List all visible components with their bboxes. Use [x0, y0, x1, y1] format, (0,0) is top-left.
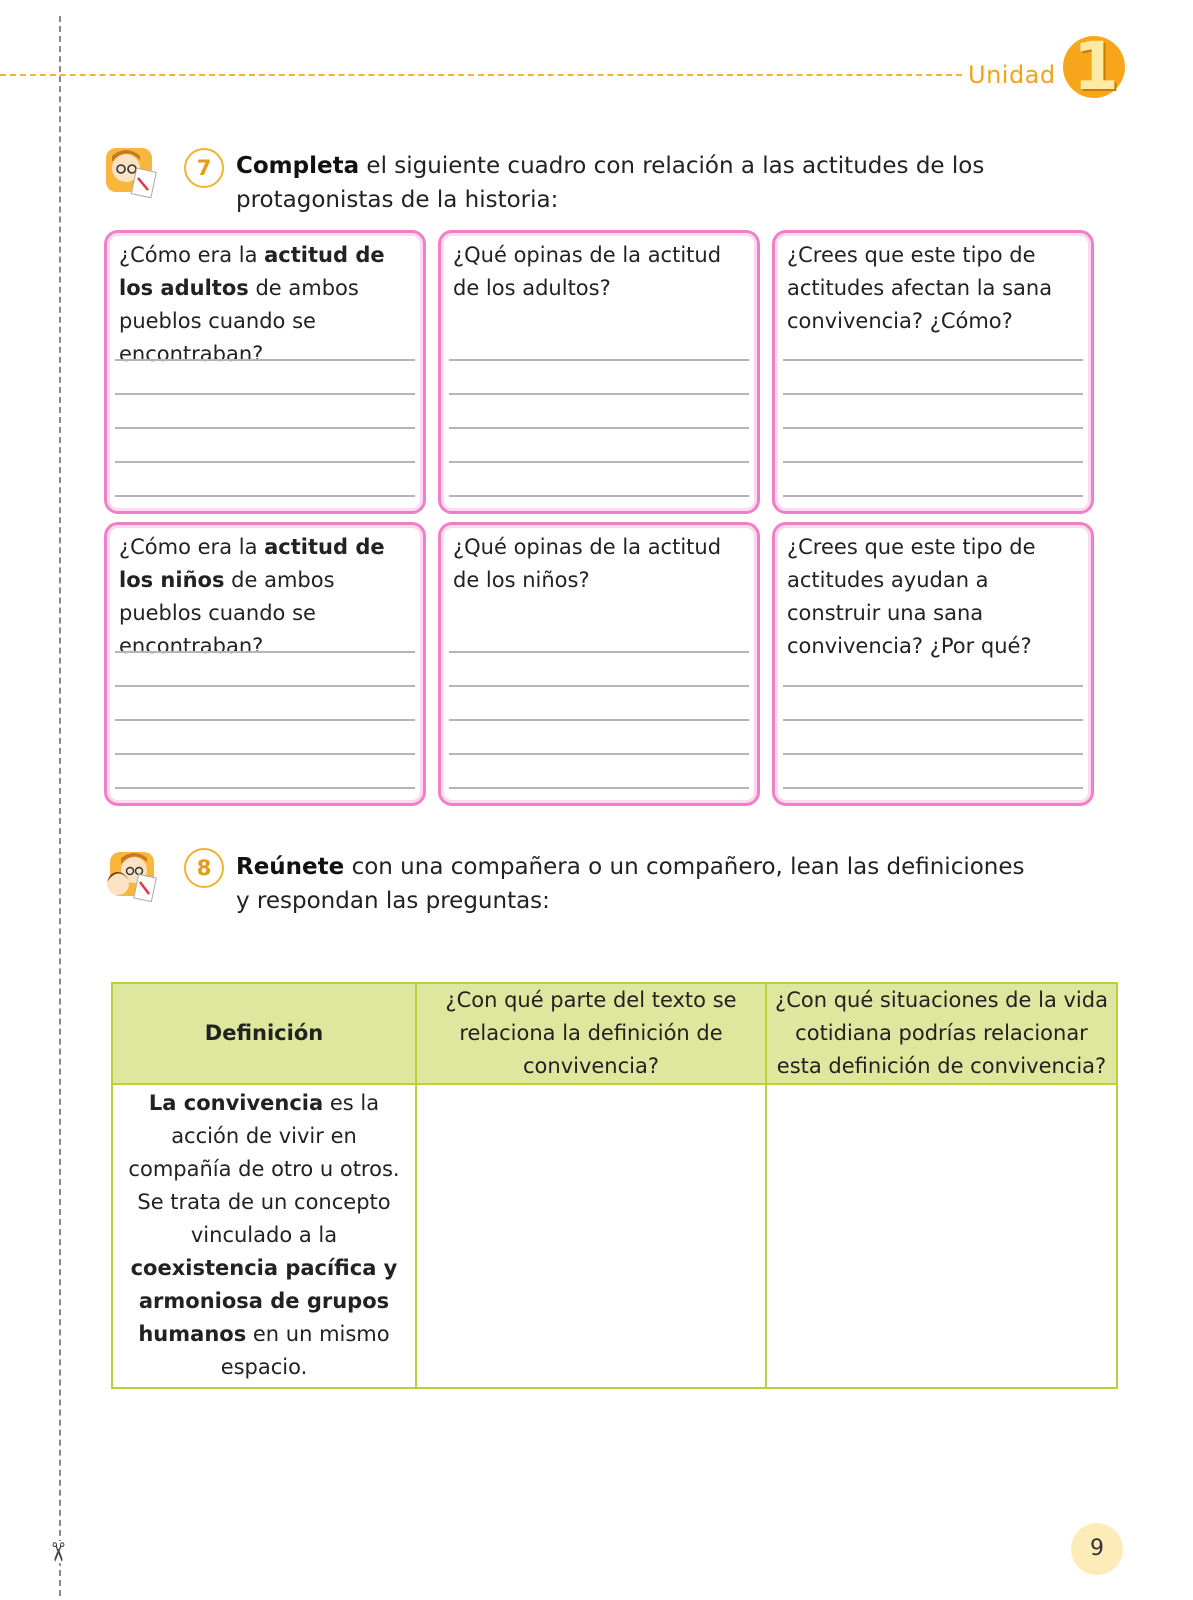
answer-line[interactable]	[115, 461, 415, 463]
answer-line[interactable]	[115, 787, 415, 789]
answer-line[interactable]	[449, 393, 749, 395]
page-number: 9	[1071, 1523, 1123, 1575]
answer-line[interactable]	[783, 495, 1083, 497]
box-question	[119, 239, 413, 371]
answer-line[interactable]	[449, 651, 749, 653]
unit-label: Unidad	[968, 61, 1056, 89]
table-header-row	[112, 983, 1117, 1084]
answer-line[interactable]	[783, 685, 1083, 687]
activity-number-7: 7	[184, 148, 224, 188]
answer-line[interactable]	[115, 359, 415, 361]
header-dashed-line	[0, 74, 962, 76]
answer-line[interactable]	[115, 719, 415, 721]
header-text-relation: ¿Con qué parte del texto se relaciona la definición de convivencia?	[416, 983, 766, 1084]
answer-cell-text-relation[interactable]	[416, 1084, 766, 1388]
answer-line[interactable]	[449, 787, 749, 789]
definition-text: es la acción de vivir en compañía de otro u otros. Se trata de un concepto vinculado a la	[128, 1091, 400, 1247]
answer-line[interactable]	[115, 753, 415, 755]
question-bold: actitud de los niños	[119, 535, 385, 592]
answer-line[interactable]	[115, 495, 415, 497]
box-question: ¿Crees que este tipo de actitudes afectan la sana convivencia? ¿Cómo?	[787, 243, 1053, 333]
definition-cell	[112, 1084, 416, 1388]
question-text: ¿Cómo era la	[119, 243, 265, 267]
activity-8-text: con una compañera o un compañero, lean las definiciones y respondan las preguntas:	[236, 854, 1025, 914]
activity-7-verb: Completa	[236, 153, 360, 179]
answer-line[interactable]	[783, 719, 1083, 721]
answer-line[interactable]	[115, 393, 415, 395]
box-question	[119, 531, 413, 663]
box-question: ¿Qué opinas de la actitud de los niños?	[453, 535, 722, 592]
answer-line[interactable]	[783, 427, 1083, 429]
answer-line[interactable]	[783, 359, 1083, 361]
question-bold: actitud de los adultos	[119, 243, 385, 300]
box-question: ¿Crees que este tipo de actitudes ayudan a construir una sana convivencia? ¿Por qué?	[787, 535, 1036, 658]
answer-line[interactable]	[783, 753, 1083, 755]
definition-highlight: coexistencia pacífica y armoniosa de grupos humanos	[130, 1256, 398, 1346]
answer-box-adults-opinion	[438, 230, 760, 514]
cut-line	[59, 16, 61, 1596]
answer-line[interactable]	[783, 393, 1083, 395]
definition-table	[111, 982, 1118, 1389]
student-reading-icon	[104, 144, 158, 198]
definition-term: La convivencia	[148, 1091, 324, 1115]
answer-box-children-opinion	[438, 522, 760, 806]
answer-line[interactable]	[115, 685, 415, 687]
question-text: de ambos pueblos cuando se encontraban?	[119, 568, 335, 658]
activity-7-text: el siguiente cuadro con relación a las actitudes de los protagonistas de la historia:	[236, 153, 985, 213]
answer-line[interactable]	[115, 651, 415, 653]
answer-line[interactable]	[449, 719, 749, 721]
activity-number-8: 8	[184, 848, 224, 888]
question-text: de ambos pueblos cuando se encontraban?	[119, 276, 359, 366]
activity-7-instruction	[236, 149, 1106, 217]
activity-8-instruction	[236, 850, 1036, 918]
table-row	[112, 1084, 1117, 1388]
answer-line[interactable]	[783, 787, 1083, 789]
unit-number: 1	[1073, 28, 1119, 105]
answer-line[interactable]	[449, 461, 749, 463]
answer-box-children-attitude	[104, 522, 426, 806]
answer-line[interactable]	[449, 685, 749, 687]
answer-line[interactable]	[449, 753, 749, 755]
header-definition: Definición	[112, 983, 416, 1084]
answer-box-build-coexistence	[772, 522, 1094, 806]
header-daily-situations: ¿Con qué situaciones de la vida cotidiana podrías relacionar esta definición de convivencia?	[766, 983, 1117, 1084]
question-text: ¿Cómo era la	[119, 535, 265, 559]
answer-box-affect-coexistence	[772, 230, 1094, 514]
definition-text: en un mismo espacio.	[220, 1322, 390, 1379]
pair-work-icon	[104, 848, 158, 902]
answer-line[interactable]	[449, 359, 749, 361]
answer-line[interactable]	[115, 427, 415, 429]
scissors-icon: ✂	[41, 1541, 72, 1563]
box-question: ¿Qué opinas de la actitud de los adultos?	[453, 243, 722, 300]
answer-line[interactable]	[449, 427, 749, 429]
answer-line[interactable]	[783, 461, 1083, 463]
answer-line[interactable]	[449, 495, 749, 497]
activity-8-verb: Reúnete	[236, 854, 345, 880]
answer-box-adults-attitude	[104, 230, 426, 514]
answer-cell-daily-situations[interactable]	[766, 1084, 1117, 1388]
